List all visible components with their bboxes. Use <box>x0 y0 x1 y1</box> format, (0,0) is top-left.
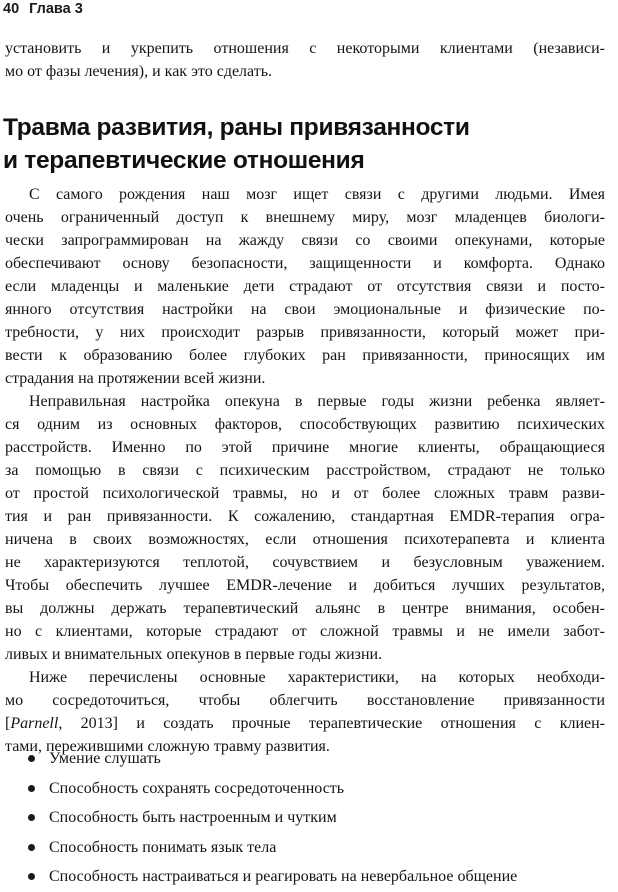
citation-author: Parnell <box>10 715 59 732</box>
bullet-icon <box>28 755 35 762</box>
citation-open-bracket: [ <box>5 715 11 732</box>
citation-rest: , 2013] и создать прочные терапевтические отношения с клиен- <box>58 715 605 732</box>
paragraph-line: С самого рождения наш мозг ищет связи с другими людьми. Имея <box>29 186 605 203</box>
heading-line: Травма развития, раны привязанности <box>3 114 470 141</box>
intro-line: мо от фазы лечения), и как это сделать. <box>5 63 273 80</box>
intro-paragraph <box>5 37 605 83</box>
list-item-text: Способность настраиваться и реагировать на невербальное общение <box>49 868 518 885</box>
list-item-text: Способность понимать язык тела <box>49 838 277 856</box>
paragraph-line: обеспечивают основу безопасности, защищенности и комфорта. Однако <box>5 255 605 272</box>
paragraph-line: если младенцы и маленькие дети страдают от отсутствия связи и посто- <box>5 278 605 295</box>
page-number: 40 <box>3 1 20 17</box>
paragraph-1 <box>5 183 605 390</box>
paragraph-line: ничена в своих возможностях, если отношения психотерапевта и клиента <box>5 531 605 548</box>
paragraph-line: янного отсутствия настройки на свои эмоциональные и физические по- <box>5 301 605 318</box>
running-head <box>3 0 83 18</box>
heading-line: и терапевтические отношения <box>3 147 365 174</box>
list-item-text: Способность быть настроенным и чутким <box>49 809 337 826</box>
paragraph-line: вести к образованию более глубоких ран привязанности, приносящих им <box>5 347 605 364</box>
characteristics-list <box>28 744 613 892</box>
section-heading <box>3 111 613 177</box>
paragraph-line: за помощью в связи с психическим расстройством, страдают не только <box>5 462 605 479</box>
paragraph-line: тия и ран привязанности. К сожалению, стандартная EMDR-терапия огра- <box>5 508 605 525</box>
paragraph-line: ся одним из основных факторов, способствующих развитию психических <box>5 416 605 433</box>
paragraph-line: от простой психологической травмы, но и от более сложных травм разви- <box>5 485 605 502</box>
paragraph-line: Неправильная настройка опекуна в первые годы жизни ребенка являет- <box>29 393 605 410</box>
list-item-text: Умение слушать <box>49 750 161 767</box>
paragraph-line: Ниже перечислены основные характеристики, на которых необходи- <box>29 669 605 686</box>
paragraph-line-with-citation <box>5 712 605 735</box>
paragraph-line: мо сосредоточиться, чтобы облегчить восстановление привязанности <box>5 692 605 709</box>
paragraph-line: страдания на протяжении всей жизни. <box>5 370 266 387</box>
paragraph-line: вы должны держать терапевтический альянс в центре внимания, особен- <box>5 600 605 617</box>
paragraph-line: Чтобы обеспечить лучшее EMDR-лечение и добиться лучших результатов, <box>5 577 605 594</box>
list-item <box>28 833 613 863</box>
list-item <box>28 774 613 804</box>
bullet-icon <box>28 873 35 880</box>
bullet-icon <box>28 814 35 821</box>
paragraph-line: тами, пережившими сложную травму развития. <box>5 738 330 755</box>
list-item <box>28 862 613 892</box>
paragraph-line: очень ограниченный доступ к внешнему миру, мозг младенцев биологи- <box>5 209 605 226</box>
list-item <box>28 803 613 833</box>
intro-line: установить и укрепить отношения с некоторыми клиентами (независи- <box>5 40 605 57</box>
bullet-icon <box>28 785 35 792</box>
chapter-label: Глава 3 <box>29 1 83 17</box>
bullet-icon <box>28 844 35 851</box>
paragraph-line: расстройств. Именно по этой причине многие клиенты, обращающиеся <box>5 439 605 456</box>
paragraph-line: не характеризуются теплотой, сочувствием и безусловным уважением. <box>5 554 605 571</box>
paragraph-line: чески запрограммирован на жажду связи со своими опекунами, которые <box>5 232 605 249</box>
list-item-text: Способность сохранять сосредоточенность <box>49 779 345 797</box>
list-item <box>28 744 613 774</box>
paragraph-line: ливых и внимательных опекунов в первые годы жизни. <box>5 646 383 663</box>
paragraph-2 <box>5 390 605 666</box>
paragraph-line: но с клиентами, которые страдают от сложной травмы и не имели забот- <box>5 623 605 640</box>
paragraph-line: требности, у них происходит разрыв привязанности, который может при- <box>5 324 605 341</box>
